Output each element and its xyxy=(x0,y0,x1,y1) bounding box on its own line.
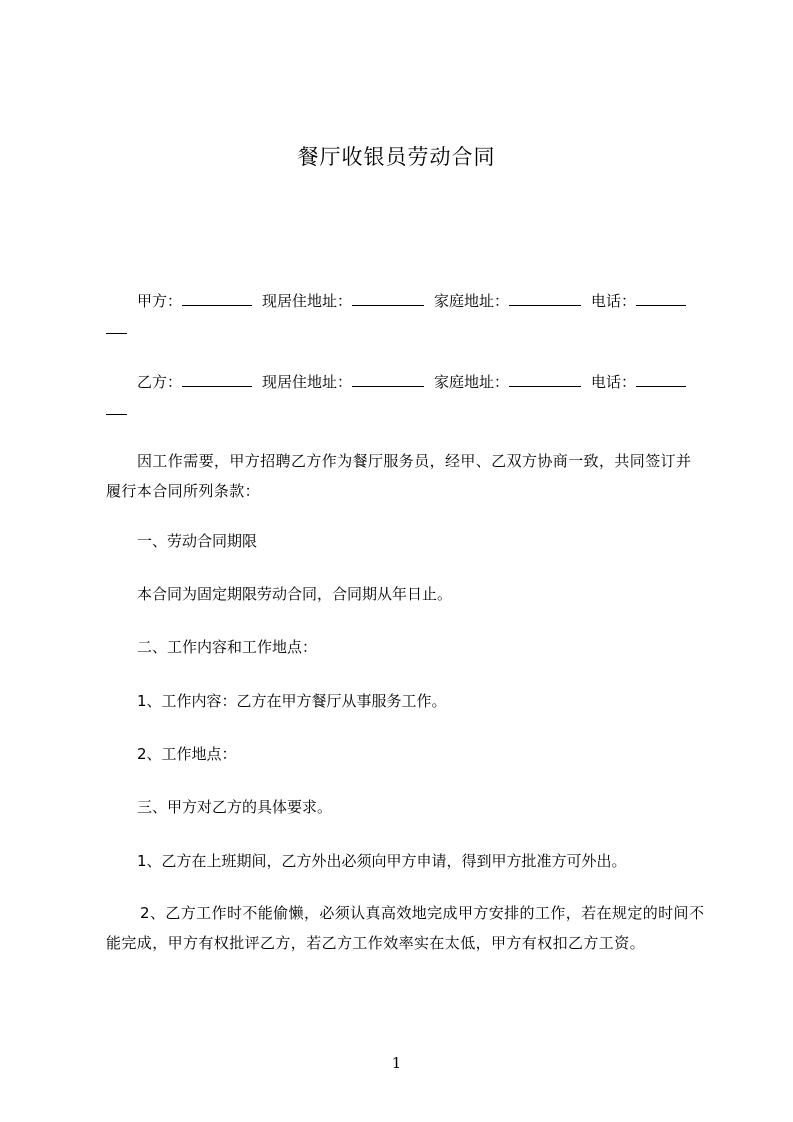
party-b-name-blank xyxy=(182,372,252,387)
party-a-phone-blank-continued xyxy=(106,332,127,334)
party-a-current-address-blank xyxy=(352,291,424,306)
party-b-phone-blank-continued xyxy=(106,413,127,415)
section3-item1: 1、乙方在上班期间，乙方外出必须向甲方申请，得到甲方批准方可外出。 xyxy=(137,852,627,870)
party-b-phone-blank xyxy=(636,372,686,387)
party-b-label: 乙方： xyxy=(137,373,183,391)
section2-item1: 1、工作内容：乙方在甲方餐厅从事服务工作。 xyxy=(137,692,447,710)
party-a-home-address-blank xyxy=(509,291,581,306)
section1-heading: 一、劳动合同期限 xyxy=(137,532,258,550)
party-b-phone-label: 电话： xyxy=(591,373,637,391)
party-b-home-address-blank xyxy=(509,372,581,387)
section1-text: 本合同为固定期限劳动合同，合同期从年日止。 xyxy=(137,585,453,603)
party-b-current-address-blank xyxy=(352,372,424,387)
party-a-current-address-label: 现居住地址： xyxy=(262,292,353,310)
party-a-name-blank xyxy=(182,291,252,306)
party-a-label: 甲方： xyxy=(137,292,183,310)
party-a-phone-label: 电话： xyxy=(591,292,637,310)
page-number: 1 xyxy=(391,1054,402,1072)
party-b-current-address-label: 现居住地址： xyxy=(262,373,353,391)
party-a-phone-blank xyxy=(636,291,686,306)
section2-item2: 2、工作地点： xyxy=(137,745,237,763)
intro-paragraph: 因工作需要，甲方招聘乙方作为餐厅服务员，经甲、乙双方协商一致，共同签订并履行本合同所列条款： xyxy=(106,452,692,500)
party-a-line xyxy=(137,290,707,312)
section3-item2: 2、乙方工作时不能偷懒，必须认真高效地完成甲方安排的工作，若在规定的时间不能完成，甲方有权批评乙方，若乙方工作效率实在太低，甲方有权扣乙方工资。 xyxy=(106,904,705,952)
party-b-home-address-label: 家庭地址： xyxy=(434,373,510,391)
section3-heading: 三、甲方对乙方的具体要求。 xyxy=(137,798,333,816)
section2-heading: 二、工作内容和工作地点： xyxy=(137,638,318,656)
party-b-line xyxy=(137,371,707,393)
document-title: 餐厅收银员劳动合同 xyxy=(297,145,496,169)
party-a-home-address-label: 家庭地址： xyxy=(434,292,510,310)
